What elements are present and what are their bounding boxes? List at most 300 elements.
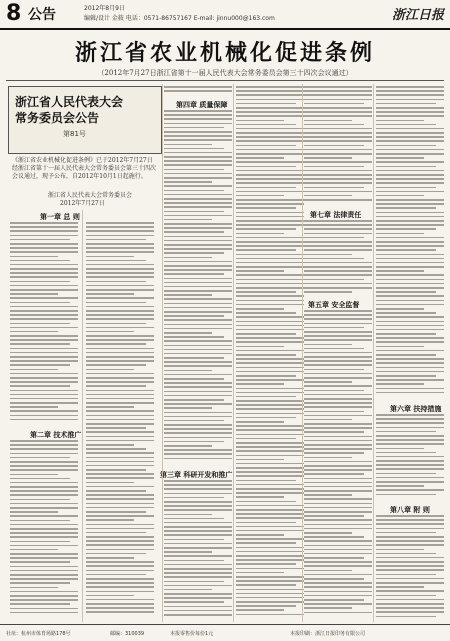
text-line: [304, 220, 372, 222]
text-line: [304, 228, 372, 230]
text-line: [86, 406, 134, 408]
text-line: [164, 290, 232, 292]
text-column: [164, 110, 232, 465]
text-line: [164, 407, 212, 409]
text-line: [304, 166, 364, 168]
text-line: [236, 434, 304, 436]
text-line: [304, 398, 372, 400]
text-line: [304, 503, 372, 505]
text-line: [10, 243, 78, 245]
text-line: [10, 272, 78, 274]
text-line: [236, 517, 304, 519]
text-line: [236, 170, 304, 172]
text-line: [376, 485, 424, 487]
text-line: [376, 94, 444, 96]
text-line: [304, 241, 372, 243]
announcement-title: 浙江省人民代表大会: [15, 95, 124, 109]
text-line: [86, 448, 146, 450]
text-line: [304, 402, 372, 404]
text-line: [164, 114, 232, 116]
text-line: [164, 265, 232, 267]
section-title: 公告: [28, 7, 56, 23]
text-line: [164, 386, 232, 388]
text-line: [164, 382, 232, 384]
text-line: [10, 520, 70, 522]
text-line: [86, 306, 154, 308]
text-line: [376, 388, 444, 390]
text-line: [376, 308, 424, 310]
text-line: [304, 327, 364, 329]
text-line: [236, 329, 304, 331]
text-line: [236, 526, 304, 528]
text-column: [304, 86, 372, 206]
text-line: [304, 140, 372, 142]
subheadline: （2012年7月27日浙江省第十一届人民代表大会常务委员会第三十四次会议通过）: [97, 69, 353, 77]
text-line: [236, 509, 304, 511]
text-line: [304, 191, 372, 193]
text-line: [304, 115, 372, 117]
text-line: [236, 475, 304, 477]
text-line: [86, 536, 154, 538]
text-line: [236, 392, 304, 394]
text-line: [86, 477, 154, 479]
text-line: [376, 456, 444, 458]
text-line: [10, 561, 70, 563]
text-line: [304, 549, 372, 551]
text-line: [86, 494, 154, 496]
text-line: [376, 203, 444, 205]
text-line: [376, 603, 444, 605]
text-line: [236, 224, 304, 226]
text-line: [376, 586, 424, 588]
text-line: [304, 199, 372, 201]
text-line: [236, 174, 304, 176]
text-line: [86, 544, 154, 546]
text-line: [304, 423, 372, 425]
text-line: [376, 224, 444, 226]
text-line: [10, 230, 78, 232]
text-line: [236, 287, 304, 289]
text-line: [236, 262, 304, 264]
text-line: [236, 459, 284, 461]
text-line: [236, 480, 296, 482]
text-line: [376, 427, 444, 429]
text-line: [236, 542, 296, 544]
text-line: [304, 377, 372, 379]
text-line: [304, 381, 352, 383]
text-line: [236, 245, 304, 247]
text-line: [86, 402, 154, 404]
text-line: [376, 532, 436, 534]
text-line: [164, 123, 232, 125]
text-line: [304, 524, 372, 526]
announcement-box: [8, 86, 162, 154]
text-line: [376, 254, 444, 256]
text-line: [376, 574, 436, 576]
headline: 浙江省农业机械化促进条例: [74, 41, 375, 66]
text-line: [376, 149, 444, 151]
text-line: [376, 362, 444, 364]
text-line: [164, 244, 232, 246]
text-line: [86, 285, 154, 287]
text-line: [236, 325, 304, 327]
text-line: [86, 611, 154, 613]
text-line: [86, 235, 154, 237]
text-line: [376, 199, 444, 201]
text-line: [164, 252, 224, 254]
text-line: [164, 135, 232, 137]
text-line: [376, 383, 424, 385]
text-line: [304, 490, 372, 492]
text-line: [376, 249, 436, 251]
text-line: [86, 394, 154, 396]
text-line: [236, 241, 304, 243]
text-line: [304, 431, 364, 433]
text-line: [86, 532, 146, 534]
text-line: [304, 291, 352, 293]
text-line: [236, 350, 304, 352]
text-column: [376, 414, 444, 502]
text-line: [376, 582, 444, 584]
text-line: [86, 335, 154, 337]
text-line: [86, 352, 154, 354]
text-line: [236, 417, 296, 419]
text-line: [236, 425, 304, 427]
text-column: [376, 86, 444, 400]
text-line: [376, 178, 444, 180]
footer-price: 本报零售价每份1元: [170, 631, 214, 637]
text-line: [86, 310, 154, 312]
newspaper-logo: 浙江日报: [391, 8, 444, 23]
text-line: [86, 323, 146, 325]
text-line: [376, 120, 424, 122]
chapter-heading: 第二章 技术推广: [30, 431, 82, 439]
text-line: [236, 203, 304, 205]
text-line: [376, 111, 444, 113]
text-line: [164, 328, 232, 330]
text-line: [304, 124, 364, 126]
text-line: [10, 264, 78, 266]
footer-printer: 本报印刷：浙江日报印务有限公司: [290, 631, 366, 637]
text-line: [86, 549, 154, 551]
text-line: [236, 547, 304, 549]
text-line: [376, 418, 444, 420]
text-line: [376, 132, 444, 134]
text-line: [236, 249, 296, 251]
footer: [0, 624, 450, 641]
footer-address: 社址：杭州市体育场路178号: [6, 631, 71, 637]
text-line: [376, 321, 444, 323]
text-line: [304, 545, 372, 547]
text-line: [164, 610, 232, 612]
announcement-number: 第81号: [63, 130, 86, 138]
text-line: [304, 612, 372, 614]
text-line: [376, 228, 436, 230]
text-line: [376, 128, 444, 130]
text-column: [304, 220, 372, 296]
text-column: [376, 515, 444, 620]
text-line: [236, 538, 304, 540]
text-line: [304, 557, 364, 559]
text-line: [236, 530, 304, 532]
text-line: [304, 136, 372, 138]
text-line: [10, 574, 78, 576]
text-line: [86, 360, 154, 362]
text-line: [86, 524, 154, 526]
text-line: [86, 377, 154, 379]
text-line: [236, 580, 304, 582]
text-line: [10, 532, 78, 534]
text-line: [376, 392, 444, 394]
text-line: [164, 345, 232, 347]
text-line: [164, 269, 232, 271]
text-line: [236, 258, 304, 260]
text-line: [164, 127, 224, 129]
text-line: [236, 379, 304, 381]
text-line: [376, 536, 444, 538]
text-line: [304, 406, 372, 408]
text-line: [236, 132, 304, 134]
text-line: [164, 505, 232, 507]
text-line: [10, 348, 78, 350]
text-line: [10, 608, 78, 610]
text-line: [10, 394, 78, 396]
text-line: [304, 287, 372, 289]
text-line: [86, 444, 134, 446]
text-line: [164, 601, 224, 603]
text-line: [164, 614, 232, 616]
text-line: [164, 181, 212, 183]
text-line: [86, 540, 154, 542]
text-line: [86, 482, 134, 484]
text-line: [304, 111, 372, 113]
text-line: [236, 145, 296, 147]
text-line: [236, 438, 296, 440]
text-line: [164, 148, 224, 150]
text-line: [10, 390, 78, 392]
text-line: [304, 486, 372, 488]
text-line: [10, 377, 78, 379]
text-line: [10, 276, 78, 278]
text-line: [164, 261, 232, 263]
text-line: [10, 591, 78, 593]
text-line: [164, 403, 232, 405]
text-line: [10, 251, 78, 253]
text-line: [10, 222, 78, 224]
text-line: [164, 324, 232, 326]
text-line: [164, 539, 224, 541]
text-line: [304, 120, 352, 122]
text-line: [164, 564, 232, 566]
text-line: [10, 318, 78, 320]
text-line: [376, 354, 436, 356]
text-line: [304, 461, 372, 463]
text-line: [304, 419, 352, 421]
column-divider: [233, 84, 234, 622]
text-line: [236, 513, 304, 515]
text-line: [304, 153, 372, 155]
text-line: [164, 480, 232, 482]
text-line: [10, 570, 78, 572]
text-line: [86, 398, 154, 400]
text-line: [164, 370, 212, 372]
text-line: [236, 572, 284, 574]
text-line: [164, 248, 232, 250]
text-line: [304, 599, 364, 601]
text-line: [236, 605, 296, 607]
text-line: [164, 484, 232, 486]
text-line: [376, 182, 444, 184]
text-line: [10, 465, 78, 467]
text-line: [10, 314, 78, 316]
text-line: [10, 327, 78, 329]
text-line: [376, 595, 436, 597]
text-line: [236, 237, 304, 239]
text-column: [10, 440, 78, 620]
text-line: [236, 505, 304, 507]
text-line: [10, 256, 58, 258]
text-line: [376, 157, 424, 159]
text-line: [304, 511, 372, 513]
text-line: [164, 219, 212, 221]
text-line: [164, 298, 232, 300]
text-line: [376, 540, 444, 542]
text-line: [164, 311, 232, 313]
text-line: [236, 584, 296, 586]
text-line: [164, 223, 232, 225]
text-line: [164, 211, 224, 213]
text-line: [236, 283, 304, 285]
text-line: [236, 496, 284, 498]
text-line: [164, 395, 232, 397]
text-line: [86, 507, 154, 509]
text-line: [10, 507, 78, 509]
text-line: [376, 300, 444, 302]
text-line: [236, 228, 296, 230]
text-line: [304, 157, 352, 159]
text-line: [164, 131, 232, 133]
text-line: [304, 515, 364, 517]
text-line: [236, 614, 304, 616]
text-line: [86, 498, 154, 500]
text-line: [86, 557, 134, 559]
text-line: [376, 124, 436, 126]
text-line: [376, 448, 424, 450]
text-line: [304, 170, 372, 172]
text-line: [164, 257, 212, 259]
text-line: [86, 565, 154, 567]
text-line: [86, 519, 134, 521]
text-line: [304, 310, 372, 312]
text-line: [376, 103, 436, 105]
text-line: [304, 565, 372, 567]
text-line: [376, 494, 436, 496]
text-line: [236, 576, 304, 578]
text-line: [10, 335, 78, 337]
text-line: [10, 373, 78, 375]
text-line: [376, 90, 444, 92]
text-line: [86, 427, 146, 429]
text-line: [304, 360, 372, 362]
text-line: [304, 465, 372, 467]
text-line: [304, 469, 372, 471]
text-line: [304, 245, 372, 247]
text-line: [86, 591, 154, 593]
text-line: [236, 99, 304, 101]
text-line: [86, 469, 146, 471]
text-line: [376, 187, 436, 189]
chapter-heading: 第三章 科研开发和推广: [160, 471, 233, 479]
text-line: [164, 164, 232, 166]
text-line: [164, 509, 232, 511]
text-line: [86, 268, 154, 270]
text-line: [236, 367, 304, 369]
text-line: [10, 453, 78, 455]
text-line: [236, 354, 296, 356]
text-line: [10, 478, 70, 480]
text-line: [10, 566, 78, 568]
text-line: [10, 595, 78, 597]
text-line: [86, 574, 146, 576]
text-line: [164, 144, 212, 146]
text-line: [376, 241, 444, 243]
text-line: [376, 99, 444, 101]
chapter-heading: 第六章 扶持措施: [390, 405, 442, 413]
text-line: [164, 493, 232, 495]
text-line: [10, 469, 78, 471]
announcement-date: 2012年7月27日: [60, 200, 105, 207]
text-line: [86, 490, 146, 492]
text-line: [10, 381, 78, 383]
text-line: [86, 222, 154, 224]
text-line: [376, 220, 444, 222]
text-line: [304, 149, 372, 151]
text-line: [164, 353, 232, 355]
text-line: [10, 352, 78, 354]
text-line: [376, 590, 444, 592]
text-line: [236, 413, 304, 415]
text-line: [376, 287, 444, 289]
text-line: [86, 369, 134, 371]
column-divider: [373, 84, 374, 622]
text-line: [236, 346, 284, 348]
text-line: [10, 582, 70, 584]
text-line: [236, 321, 304, 323]
text-line: [376, 358, 444, 360]
text-line: [10, 398, 78, 400]
text-line: [376, 481, 444, 483]
text-line: [236, 195, 284, 197]
text-line: [164, 273, 224, 275]
text-line: [304, 356, 372, 358]
text-line: [304, 411, 364, 413]
text-line: [86, 528, 154, 530]
text-line: [304, 457, 352, 459]
text-line: [304, 452, 364, 454]
text-line: [376, 86, 444, 88]
text-line: [376, 295, 444, 297]
text-line: [376, 350, 444, 352]
text-line: [164, 555, 232, 557]
text-line: [236, 442, 304, 444]
text-line: [86, 461, 154, 463]
text-line: [376, 166, 436, 168]
column-divider: [82, 210, 83, 622]
text-line: [236, 563, 296, 565]
text-line: [164, 522, 232, 524]
chapter-heading: 第七章 法律责任: [310, 211, 362, 219]
text-line: [376, 464, 444, 466]
